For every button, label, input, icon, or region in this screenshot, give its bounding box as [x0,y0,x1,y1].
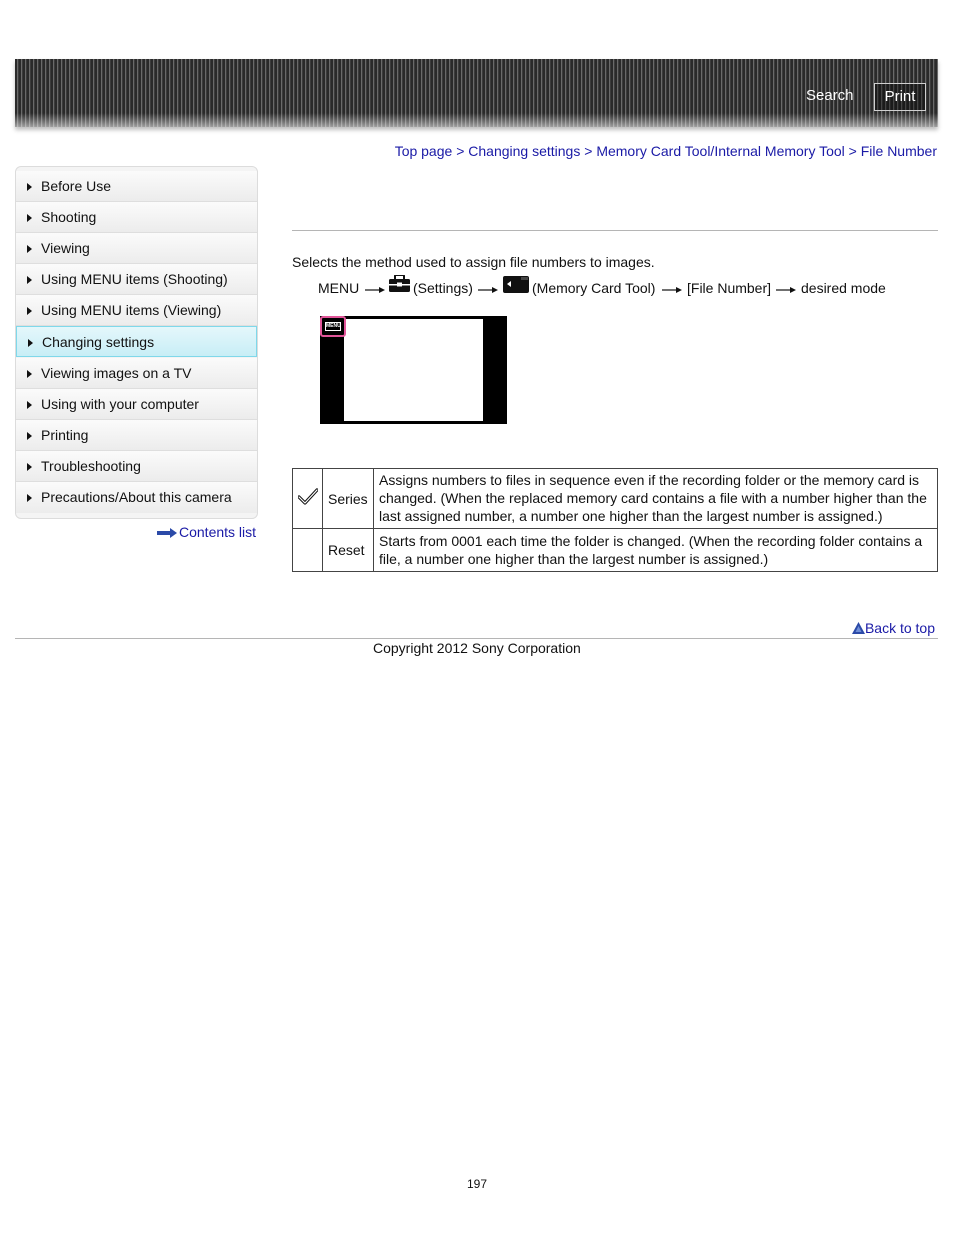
mode-description: Assigns numbers to files in sequence even if the recording folder or the memory card is changed. (When the replaced memory card contains a file with a number higher than the last assigned number, a number one higher than the largest number is assigned.) [374,469,938,529]
sidebar-item-label: Shooting [41,209,97,225]
camera-screen-illustration [320,316,507,424]
sidebar-item-label: Precautions/About this camera [41,489,232,505]
sidebar-item-precautions[interactable] [16,482,257,513]
header-bar [15,59,938,127]
breadcrumb-top-page[interactable]: Top page [394,143,453,159]
contents-list-label: Contents list [179,524,257,540]
sidebar-item-changing-settings[interactable] [16,326,257,357]
sidebar-item-label: Using with your computer [41,396,199,412]
menu-path-file-number: [File Number] [687,280,772,296]
triangle-right-icon [27,432,32,440]
page-number: 197 [466,1177,488,1191]
breadcrumb-separator: > [456,143,469,159]
triangle-right-icon [27,276,32,284]
triangle-right-icon [27,245,32,253]
settings-toolbox-icon [389,275,410,292]
sidebar-item-viewing-tv[interactable] [16,358,257,389]
table-row [293,469,938,529]
breadcrumb-changing-settings[interactable]: Changing settings [468,143,581,159]
breadcrumb-memory-card-tool[interactable]: Memory Card Tool/Internal Memory Tool [596,143,845,159]
breadcrumb-file-number[interactable]: File Number [860,143,937,159]
default-marker-cell [293,529,323,572]
triangle-right-icon [27,370,32,378]
arrow-right-icon [776,285,796,295]
checkmark-icon [298,488,318,506]
menu-path-memory-card-tool: (Memory Card Tool) [532,280,656,296]
memory-card-tool-icon [503,276,529,293]
sidebar-item-computer[interactable] [16,389,257,420]
table-row [293,529,938,572]
title-divider [292,230,938,231]
sidebar-item-label: Using MENU items (Shooting) [41,271,228,287]
sidebar-nav [15,166,258,519]
triangle-right-icon [27,214,32,222]
arrow-right-icon [157,528,177,538]
breadcrumb [395,143,937,159]
menu-button-text: MENU [326,323,341,329]
back-to-top-label: Back to top [864,620,935,636]
menu-path-desired-mode: desired mode [801,280,886,296]
arrow-right-icon [662,285,682,295]
sidebar-item-label: Changing settings [42,334,155,350]
contents-list-link[interactable] [157,524,256,540]
print-button[interactable]: Print [874,83,926,111]
sidebar-item-viewing[interactable] [16,233,257,264]
menu-path-settings: (Settings) [413,280,473,296]
sidebar-item-shooting[interactable] [16,202,257,233]
sidebar-item-menu-shooting[interactable] [16,264,257,295]
default-marker-cell [293,469,323,529]
triangle-right-icon [27,494,32,502]
arrow-right-icon [478,285,498,295]
sidebar-item-label: Using MENU items (Viewing) [41,302,222,318]
mode-name: Reset [323,529,374,572]
triangle-right-icon [27,401,32,409]
up-triangle-icon [852,622,865,634]
breadcrumb-separator: > [848,143,861,159]
menu-button-highlight [320,316,346,337]
search-link[interactable]: Search [806,87,854,104]
sidebar-item-label: Troubleshooting [41,458,141,474]
sidebar-item-label: Before Use [41,178,112,194]
intro-text: Selects the method used to assign file numbers to images. [292,254,655,270]
sidebar-item-label: Viewing [41,240,90,256]
triangle-right-icon [28,339,33,347]
menu-path-menu: MENU [318,280,360,296]
sidebar-item-menu-viewing[interactable] [16,295,257,326]
sidebar-item-printing[interactable] [16,420,257,451]
back-to-top-link[interactable] [852,620,935,636]
triangle-right-icon [27,183,32,191]
sidebar-item-label: Viewing images on a TV [41,365,192,381]
sidebar-item-before-use[interactable] [16,171,257,202]
triangle-right-icon [27,307,32,315]
footer-divider [15,638,938,639]
mode-description: Starts from 0001 each time the folder is changed. (When the recording folder contains a file, a number one higher than the largest number is assigned.) [374,529,938,572]
sidebar-item-troubleshooting[interactable] [16,451,257,482]
copyright-text: Copyright 2012 Sony Corporation [373,640,581,656]
triangle-right-icon [27,463,32,471]
mode-name: Series [323,469,374,529]
modes-table [292,468,938,572]
breadcrumb-separator: > [584,143,597,159]
screen-display-area [344,319,483,421]
sidebar-item-label: Printing [41,427,89,443]
arrow-right-icon [365,285,385,295]
